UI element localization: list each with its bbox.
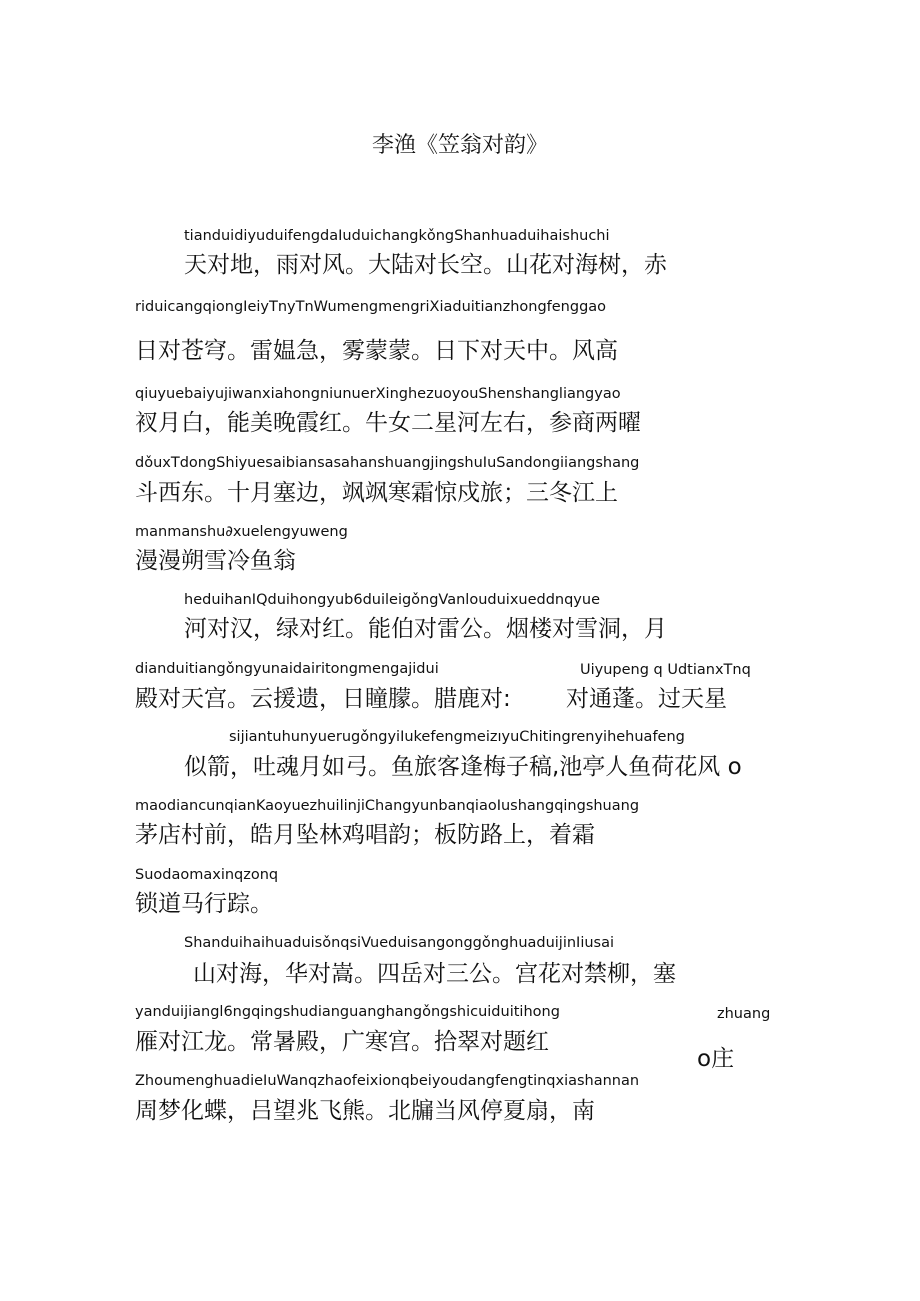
- pinyin-line: qiuyuebaiyujiwanxiahongniunuerXinghezuoyouShenshangliangyao: [135, 386, 621, 402]
- verse-line: 似箭，吐魂月如弓。鱼旅客逢梅子稿,池亭人鱼荷花风 o: [184, 754, 742, 780]
- verse-line: 山对海，华对嵩。四岳对三公。宫花对禁柳，塞: [193, 961, 676, 987]
- verse-line: 天对地，雨对风。大陆对长空。山花对海树，赤: [184, 252, 667, 278]
- pinyin-line: dianduitiangǒngyunaidairitongmengajidui: [135, 661, 439, 677]
- verse-line: 斗西东。十月塞边，飒飒寒霜惊戍旅；三冬江上: [135, 480, 618, 506]
- verse-line: 周梦化蝶，吕望兆飞熊。北牖当风停夏扇，南: [135, 1098, 595, 1124]
- verse-line: 日对苍穹。雷媪急，雾蒙蒙。日下对天中。风高: [135, 338, 618, 364]
- pinyin-line: riduicangqiongIeiyTnyTnWumengmengriXiaduitianzhongfenggao: [135, 299, 607, 315]
- pinyin-line: maodiancunqianKaoyuezhuilinjiChangyunbanqiaoIushangqingshuang: [135, 798, 640, 814]
- verse-line-right: o庄: [697, 1046, 735, 1072]
- pinyin-line: heduihanIQduihongyub6duileigǒngVanlouduixueddnqyue: [184, 592, 601, 608]
- verse-line: 茅店村前，皓月坠林鸡唱韵；板防路上，着霜: [135, 822, 595, 848]
- pinyin-line-right: Uiyupeng q UdtianxTnq: [580, 662, 751, 678]
- verse-line: 漫漫朔雪冷鱼翁: [135, 548, 296, 574]
- document-title: 李渔《笠翁对韵》: [371, 133, 548, 158]
- verse-line: 雁对江龙。常暑殿，广寒宫。拾翠对题红: [135, 1029, 549, 1055]
- pinyin-line: ShanduihaihuaduisǒnqsiVueduisangonggǒnghuaduijinIiusai: [184, 935, 615, 951]
- pinyin-line: dǒuxTdongShiyuesaibiansasahanshuangjingshuIuSandongiiangshang: [135, 455, 640, 471]
- pinyin-line: manmanshu∂xuelengyuweng: [135, 524, 348, 540]
- pinyin-line: Suodaomaxinqzonq: [135, 867, 279, 883]
- pinyin-line: tianduidiyuduifengdaIuduichangkǒngShanhuaduihaishuchi: [184, 228, 610, 244]
- pinyin-line: sijiantuhunyuerugǒngyiIukefengmeizıyuChitingrenyihehuafeng: [229, 729, 685, 745]
- verse-line: 殿对天宫。云援遗，日瞳朦。腊鹿对:: [135, 686, 511, 712]
- verse-line: 河对汉，绿对红。能伯对雷公。烟楼对雪洞，月: [184, 616, 667, 642]
- verse-line: 衩月白，能美晚霞红。牛女二星河左右，参商两曜: [135, 410, 641, 436]
- verse-line-right: 对通蓬。过天星: [566, 686, 727, 712]
- pinyin-line: ZhoumenghuadieIuWanqzhaofeixionqbeiyoudangfengtinqxiashannan: [135, 1073, 640, 1089]
- pinyin-line-right: zhuang: [717, 1006, 771, 1022]
- verse-line: 锁道马行踪。: [135, 891, 273, 917]
- pinyin-line: yanduijiangl6ngqingshudianguanghangǒngshicuiduitihong: [135, 1004, 560, 1020]
